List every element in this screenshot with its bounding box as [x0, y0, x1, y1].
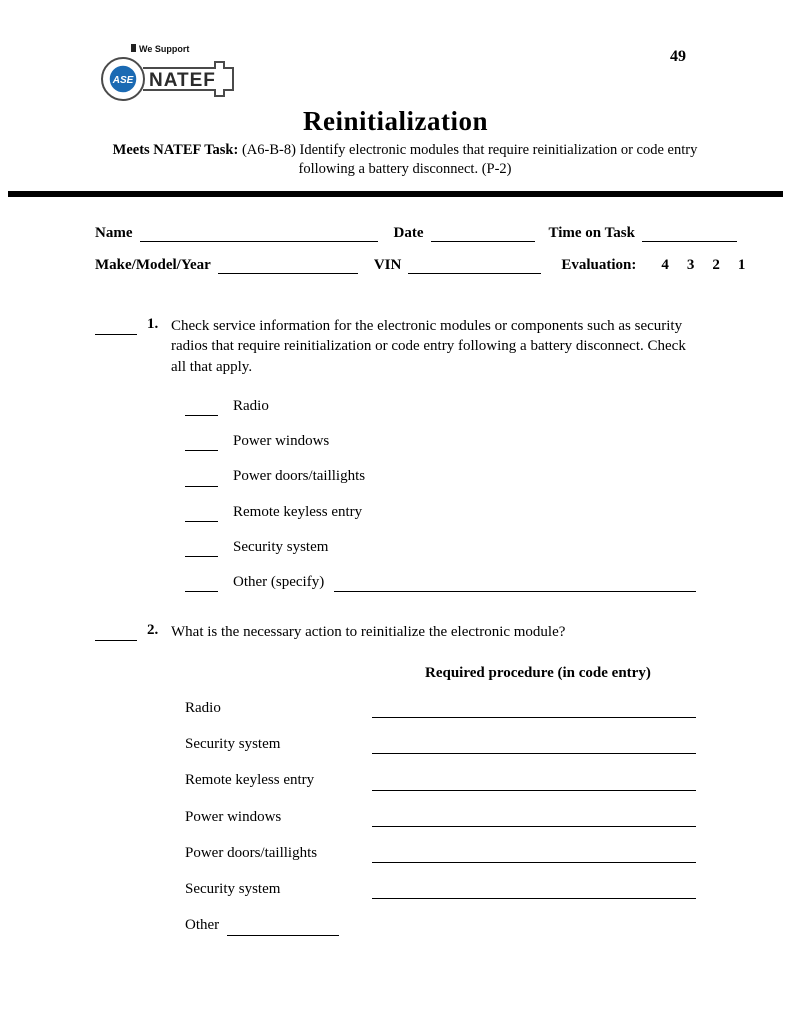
procedure-answer-line [372, 884, 696, 899]
vin-label: VIN [373, 256, 402, 273]
evaluation-value-4: 4 [661, 256, 669, 273]
checklist-blank [185, 507, 218, 522]
question-2 [95, 622, 696, 643]
checklist-item [185, 466, 696, 486]
checklist-blank [185, 436, 218, 451]
checklist-label: Radio [233, 397, 269, 414]
vehicle-field-row [95, 256, 746, 274]
checklist-blank [185, 577, 218, 592]
procedure-answer-line [372, 703, 696, 718]
procedure-row [185, 807, 696, 827]
checklist-label: Power doors/taillights [233, 468, 366, 485]
checklist-item [185, 431, 696, 451]
evaluation-label: Evaluation: [561, 256, 637, 273]
checklist-item [185, 502, 696, 522]
page-number: 49 [670, 48, 686, 65]
procedure-label: Power windows [185, 808, 282, 825]
logo-brand-text: NATEF [149, 70, 216, 91]
natef-logo-graphic [97, 42, 239, 104]
checklist-label: Security system [233, 538, 329, 555]
task-statement [95, 141, 715, 179]
page-header [95, 40, 696, 104]
procedure-row [185, 770, 696, 790]
evaluation-value-2: 2 [712, 256, 720, 273]
flag-icon [131, 44, 136, 52]
date-blank [431, 226, 535, 242]
date-label: Date [393, 224, 424, 241]
task-label: Meets NATEF Task: [112, 142, 239, 158]
procedure-label: Power doors/taillights [185, 844, 318, 861]
page-title: Reinitialization [303, 106, 488, 136]
procedure-row [185, 734, 696, 754]
make-model-year-label: Make/Model/Year [95, 256, 211, 273]
checklist-item-other [185, 572, 696, 592]
time-on-task-blank [642, 226, 737, 242]
procedure-label: Security system [185, 736, 281, 753]
procedure-row-other [185, 915, 696, 935]
checklist-blank [185, 472, 218, 487]
checklist-blank [185, 542, 218, 557]
question-1-checklist [95, 396, 696, 593]
procedure-row [185, 698, 696, 718]
header-divider [8, 191, 783, 197]
procedure-answer-line [372, 812, 696, 827]
procedure-answer-line [372, 776, 696, 791]
procedure-row [185, 843, 696, 863]
other-specify-line [334, 577, 696, 592]
procedure-label: Radio [185, 699, 221, 716]
time-on-task-label: Time on Task [548, 224, 635, 241]
task-text: (A6-B-8) Identify electronic modules that require reinitialization or code entry following a battery disconnect. (P-2) [241, 142, 698, 177]
question-1-text: Check service information for the electronic modules or components such as security radios that require reinitialization or code entry following a battery disconnect. Check all that apply. [171, 317, 686, 376]
procedure-label: Remote keyless entry [185, 772, 315, 789]
procedure-row [185, 879, 696, 899]
procedure-label: Security system [185, 881, 281, 898]
evaluation-value-3: 3 [686, 256, 695, 273]
question-1-number: 1. [147, 315, 159, 332]
make-model-year-blank [218, 258, 358, 274]
question-1 [95, 316, 696, 378]
checklist-item [185, 396, 696, 416]
identity-field-row [95, 225, 696, 242]
checklist-label: Power windows [233, 433, 330, 449]
question-2-number: 2. [147, 622, 159, 639]
procedure-answer-line [372, 848, 696, 863]
question-2-text: What is the necessary action to reinitialize the electronic module? [171, 624, 566, 641]
question-1-grade-blank [95, 320, 137, 335]
natef-logo [97, 42, 239, 109]
procedure-table [95, 698, 696, 936]
ase-icon-text: ASE [112, 75, 134, 86]
checklist-label: Other (specify) [233, 574, 325, 590]
name-label: Name [95, 224, 133, 241]
checklist-item [185, 537, 696, 557]
name-blank [140, 226, 378, 242]
evaluation-value-1: 1 [737, 256, 746, 273]
checklist-label: Remote keyless entry [233, 503, 363, 520]
logo-support-text: We Support [139, 44, 190, 54]
other-blank [227, 920, 339, 936]
procedure-label: Other [185, 917, 220, 934]
checklist-blank [185, 401, 218, 416]
question-2-grade-blank [95, 626, 137, 641]
procedure-answer-line [372, 739, 696, 754]
procedure-column-header: Required procedure (in code entry) [425, 664, 651, 681]
vin-blank [408, 258, 541, 274]
